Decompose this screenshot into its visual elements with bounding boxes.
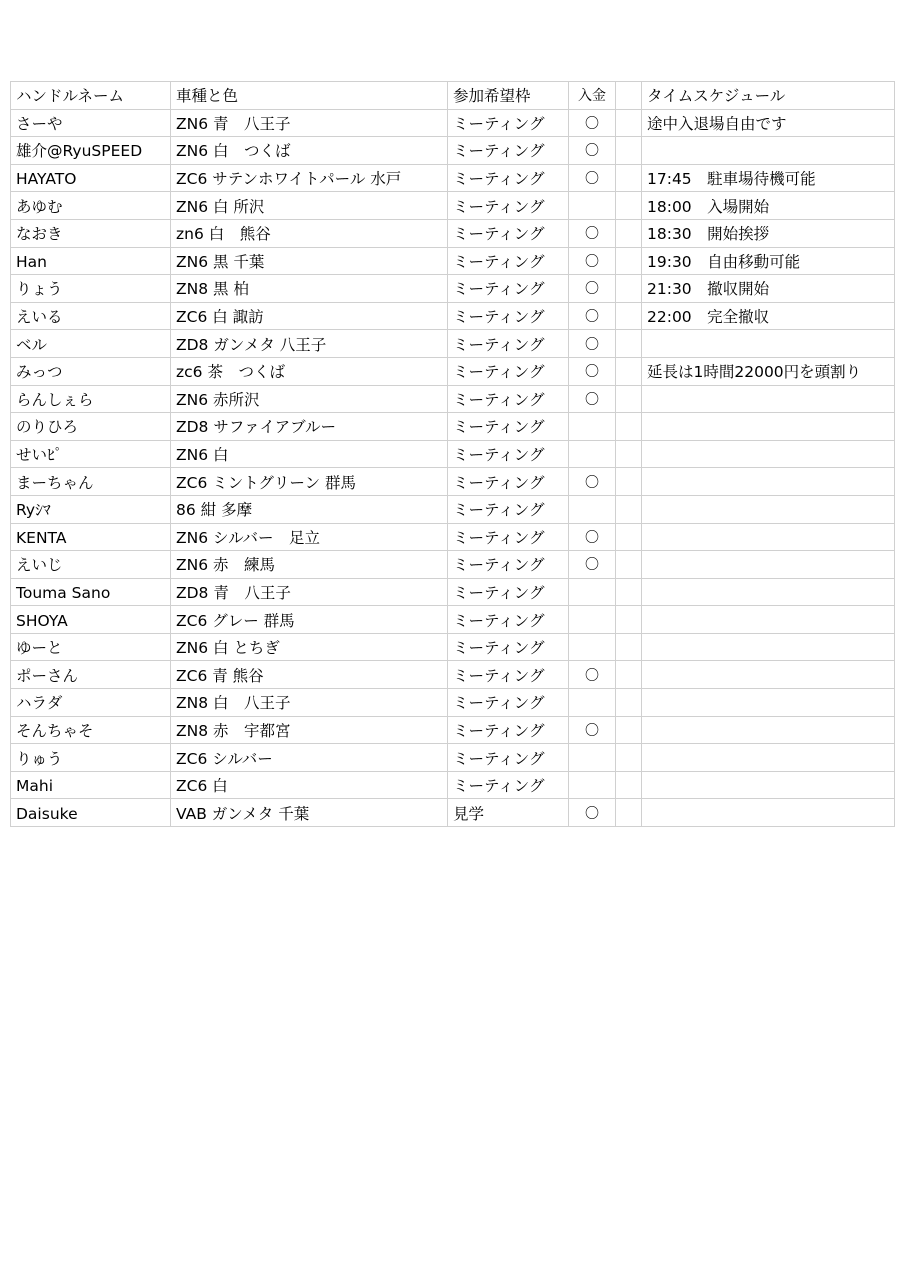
cell-car[interactable]: zn6 白 熊谷 (171, 219, 448, 247)
cell-car[interactable]: ZN6 黒 千葉 (171, 247, 448, 275)
table-row (11, 164, 895, 192)
cell-schedule[interactable] (642, 137, 895, 165)
cell-blank[interactable] (616, 551, 642, 579)
cell-slot[interactable]: ミーティング (448, 385, 569, 413)
table-row (11, 744, 895, 772)
cell-handle-name[interactable]: KENTA (11, 523, 171, 551)
cell-paid[interactable]: 〇 (569, 385, 616, 413)
cell-schedule[interactable] (642, 523, 895, 551)
cell-schedule[interactable] (642, 716, 895, 744)
cell-blank[interactable] (616, 689, 642, 717)
cell-schedule[interactable] (642, 689, 895, 717)
cell-paid[interactable]: 〇 (569, 109, 616, 137)
table-row (11, 523, 895, 551)
cell-slot[interactable]: ミーティング (448, 247, 569, 275)
cell-paid[interactable]: 〇 (569, 661, 616, 689)
cell-handle-name[interactable]: HAYATO (11, 164, 171, 192)
cell-slot[interactable]: ミーティング (448, 551, 569, 579)
header-paid[interactable]: 入金 (569, 82, 616, 110)
cell-schedule[interactable] (642, 633, 895, 661)
cell-schedule[interactable] (642, 551, 895, 579)
table-row (11, 385, 895, 413)
cell-car[interactable]: ZN8 赤 宇都宮 (171, 716, 448, 744)
cell-schedule[interactable] (642, 744, 895, 772)
cell-schedule[interactable] (642, 578, 895, 606)
cell-paid[interactable] (569, 606, 616, 634)
cell-handle-name[interactable]: Ryｼﾏ (11, 495, 171, 523)
cell-paid[interactable]: 〇 (569, 468, 616, 496)
cell-handle-name[interactable]: ベル (11, 330, 171, 358)
table-row (11, 661, 895, 689)
table-row (11, 689, 895, 717)
cell-car[interactable]: ZN8 白 八王子 (171, 689, 448, 717)
cell-handle-name[interactable]: SHOYA (11, 606, 171, 634)
table-row (11, 330, 895, 358)
cell-blank[interactable] (616, 413, 642, 441)
header-row (11, 82, 895, 110)
cell-blank[interactable] (616, 357, 642, 385)
cell-blank[interactable] (616, 468, 642, 496)
cell-paid[interactable]: 〇 (569, 551, 616, 579)
cell-paid[interactable]: 〇 (569, 357, 616, 385)
cell-handle-name[interactable]: えいる (11, 302, 171, 330)
cell-blank[interactable] (616, 440, 642, 468)
cell-slot[interactable]: ミーティング (448, 578, 569, 606)
cell-car[interactable]: ZC6 シルバー (171, 744, 448, 772)
table-row (11, 578, 895, 606)
table-row (11, 275, 895, 303)
table-row (11, 771, 895, 799)
cell-paid[interactable]: 〇 (569, 523, 616, 551)
cell-schedule[interactable] (642, 661, 895, 689)
cell-car[interactable]: ZN6 白 所沢 (171, 192, 448, 220)
cell-paid[interactable] (569, 578, 616, 606)
cell-slot[interactable]: ミーティング (448, 330, 569, 358)
cell-handle-name[interactable]: Touma Sano (11, 578, 171, 606)
cell-slot[interactable]: ミーティング (448, 137, 569, 165)
cell-paid[interactable]: 〇 (569, 330, 616, 358)
cell-handle-name[interactable]: らんしぇら (11, 385, 171, 413)
cell-schedule[interactable]: 途中入退場自由です (642, 109, 895, 137)
cell-paid[interactable] (569, 413, 616, 441)
table-row (11, 716, 895, 744)
cell-blank[interactable] (616, 716, 642, 744)
cell-slot[interactable]: ミーティング (448, 413, 569, 441)
cell-blank[interactable] (616, 633, 642, 661)
cell-paid[interactable] (569, 192, 616, 220)
cell-slot[interactable]: ミーティング (448, 495, 569, 523)
cell-slot[interactable]: ミーティング (448, 164, 569, 192)
cell-slot[interactable]: ミーティング (448, 302, 569, 330)
cell-paid[interactable]: 〇 (569, 164, 616, 192)
cell-slot[interactable]: ミーティング (448, 468, 569, 496)
table-row (11, 192, 895, 220)
cell-car[interactable]: ZC6 グレー 群馬 (171, 606, 448, 634)
cell-handle-name[interactable]: みっつ (11, 357, 171, 385)
cell-car[interactable]: ZC6 サテンホワイトパール 水戸 (171, 164, 448, 192)
cell-schedule[interactable] (642, 330, 895, 358)
table-row (11, 413, 895, 441)
cell-schedule[interactable] (642, 440, 895, 468)
header-handle-name[interactable]: ハンドルネーム (11, 82, 171, 110)
cell-schedule[interactable] (642, 468, 895, 496)
cell-blank[interactable] (616, 247, 642, 275)
cell-handle-name[interactable]: えいじ (11, 551, 171, 579)
table-row (11, 247, 895, 275)
table-row (11, 440, 895, 468)
cell-blank[interactable] (616, 219, 642, 247)
cell-slot[interactable]: ミーティング (448, 109, 569, 137)
cell-schedule[interactable] (642, 771, 895, 799)
cell-blank[interactable] (616, 137, 642, 165)
table-row (11, 137, 895, 165)
cell-schedule[interactable] (642, 799, 895, 827)
cell-blank[interactable] (616, 385, 642, 413)
cell-paid[interactable] (569, 440, 616, 468)
cell-car[interactable]: ZC6 ミントグリーン 群馬 (171, 468, 448, 496)
cell-slot[interactable]: ミーティング (448, 192, 569, 220)
cell-car[interactable]: ZC6 青 熊谷 (171, 661, 448, 689)
cell-schedule[interactable]: 19:30 自由移動可能 (642, 247, 895, 275)
cell-blank[interactable] (616, 302, 642, 330)
cell-paid[interactable] (569, 689, 616, 717)
cell-blank[interactable] (616, 606, 642, 634)
cell-handle-name[interactable]: Han (11, 247, 171, 275)
cell-handle-name[interactable]: まーちゃん (11, 468, 171, 496)
cell-blank[interactable] (616, 495, 642, 523)
cell-handle-name[interactable]: さーや (11, 109, 171, 137)
cell-handle-name[interactable]: あゆむ (11, 192, 171, 220)
cell-schedule[interactable]: 22:00 完全撤収 (642, 302, 895, 330)
header-car[interactable]: 車種と色 (171, 82, 448, 110)
cell-schedule[interactable]: 延長は1時間22000円を頭割り (642, 357, 895, 385)
participant-table (10, 81, 895, 827)
cell-slot[interactable]: 見学 (448, 799, 569, 827)
cell-schedule[interactable]: 21:30 撤収開始 (642, 275, 895, 303)
cell-slot[interactable]: ミーティング (448, 440, 569, 468)
cell-slot[interactable]: ミーティング (448, 633, 569, 661)
cell-slot[interactable]: ミーティング (448, 357, 569, 385)
cell-schedule[interactable] (642, 606, 895, 634)
cell-schedule[interactable]: 18:30 開始挨拶 (642, 219, 895, 247)
cell-handle-name[interactable]: なおき (11, 219, 171, 247)
cell-blank[interactable] (616, 275, 642, 303)
cell-car[interactable]: ZN8 黒 柏 (171, 275, 448, 303)
table-row (11, 109, 895, 137)
cell-paid[interactable]: 〇 (569, 137, 616, 165)
cell-slot[interactable]: ミーティング (448, 661, 569, 689)
cell-handle-name[interactable]: 雄介@RyuSPEED (11, 137, 171, 165)
cell-schedule[interactable]: 17:45 駐車場待機可能 (642, 164, 895, 192)
cell-car[interactable]: ZN6 白 とちぎ (171, 633, 448, 661)
cell-car[interactable]: ZN6 シルバー 足立 (171, 523, 448, 551)
cell-car[interactable]: ZN6 青 八王子 (171, 109, 448, 137)
table-row (11, 495, 895, 523)
table-row (11, 468, 895, 496)
cell-car[interactable]: ZN6 赤 練馬 (171, 551, 448, 579)
cell-handle-name[interactable]: ゆーと (11, 633, 171, 661)
cell-slot[interactable]: ミーティング (448, 689, 569, 717)
cell-paid[interactable] (569, 495, 616, 523)
cell-car[interactable]: ZN6 赤所沢 (171, 385, 448, 413)
cell-paid[interactable] (569, 744, 616, 772)
cell-blank[interactable] (616, 744, 642, 772)
table-row (11, 799, 895, 827)
cell-handle-name[interactable]: せいﾋﾟ (11, 440, 171, 468)
cell-paid[interactable]: 〇 (569, 799, 616, 827)
table-row (11, 606, 895, 634)
table-row (11, 219, 895, 247)
cell-blank[interactable] (616, 661, 642, 689)
cell-blank[interactable] (616, 192, 642, 220)
header-schedule[interactable]: タイムスケジュール (642, 82, 895, 110)
cell-handle-name[interactable]: りょう (11, 275, 171, 303)
cell-car[interactable]: VAB ガンメタ 千葉 (171, 799, 448, 827)
cell-schedule[interactable] (642, 385, 895, 413)
cell-car[interactable]: ZN6 白 (171, 440, 448, 468)
cell-car[interactable]: ZD8 青 八王子 (171, 578, 448, 606)
cell-handle-name[interactable]: ポーさん (11, 661, 171, 689)
cell-slot[interactable]: ミーティング (448, 275, 569, 303)
cell-car[interactable]: zc6 茶 つくば (171, 357, 448, 385)
cell-schedule[interactable] (642, 413, 895, 441)
cell-car[interactable]: ZD8 ガンメタ 八王子 (171, 330, 448, 358)
cell-blank[interactable] (616, 799, 642, 827)
cell-blank[interactable] (616, 164, 642, 192)
cell-blank[interactable] (616, 523, 642, 551)
table-row (11, 633, 895, 661)
cell-paid[interactable] (569, 771, 616, 799)
cell-handle-name[interactable]: ハラダ (11, 689, 171, 717)
cell-slot[interactable]: ミーティング (448, 606, 569, 634)
cell-handle-name[interactable]: Daisuke (11, 799, 171, 827)
table-row (11, 357, 895, 385)
cell-slot[interactable]: ミーティング (448, 744, 569, 772)
cell-slot[interactable]: ミーティング (448, 523, 569, 551)
cell-car[interactable]: ZD8 サファイアブルー (171, 413, 448, 441)
table-row (11, 551, 895, 579)
cell-car[interactable]: 86 紺 多摩 (171, 495, 448, 523)
header-blank[interactable] (616, 82, 642, 110)
cell-paid[interactable]: 〇 (569, 219, 616, 247)
table-row (11, 302, 895, 330)
header-slot[interactable]: 参加希望枠 (448, 82, 569, 110)
cell-paid[interactable]: 〇 (569, 716, 616, 744)
cell-car[interactable]: ZC6 白 (171, 771, 448, 799)
cell-paid[interactable]: 〇 (569, 247, 616, 275)
cell-paid[interactable]: 〇 (569, 302, 616, 330)
cell-schedule[interactable] (642, 495, 895, 523)
cell-car[interactable]: ZC6 白 諏訪 (171, 302, 448, 330)
cell-paid[interactable] (569, 633, 616, 661)
cell-car[interactable]: ZN6 白 つくば (171, 137, 448, 165)
cell-handle-name[interactable]: りゅう (11, 744, 171, 772)
cell-slot[interactable]: ミーティング (448, 716, 569, 744)
cell-blank[interactable] (616, 330, 642, 358)
cell-paid[interactable]: 〇 (569, 275, 616, 303)
cell-blank[interactable] (616, 109, 642, 137)
cell-slot[interactable]: ミーティング (448, 771, 569, 799)
cell-blank[interactable] (616, 578, 642, 606)
cell-schedule[interactable]: 18:00 入場開始 (642, 192, 895, 220)
cell-blank[interactable] (616, 771, 642, 799)
cell-handle-name[interactable]: そんちゃそ (11, 716, 171, 744)
cell-handle-name[interactable]: のりひろ (11, 413, 171, 441)
cell-handle-name[interactable]: Mahi (11, 771, 171, 799)
cell-slot[interactable]: ミーティング (448, 219, 569, 247)
